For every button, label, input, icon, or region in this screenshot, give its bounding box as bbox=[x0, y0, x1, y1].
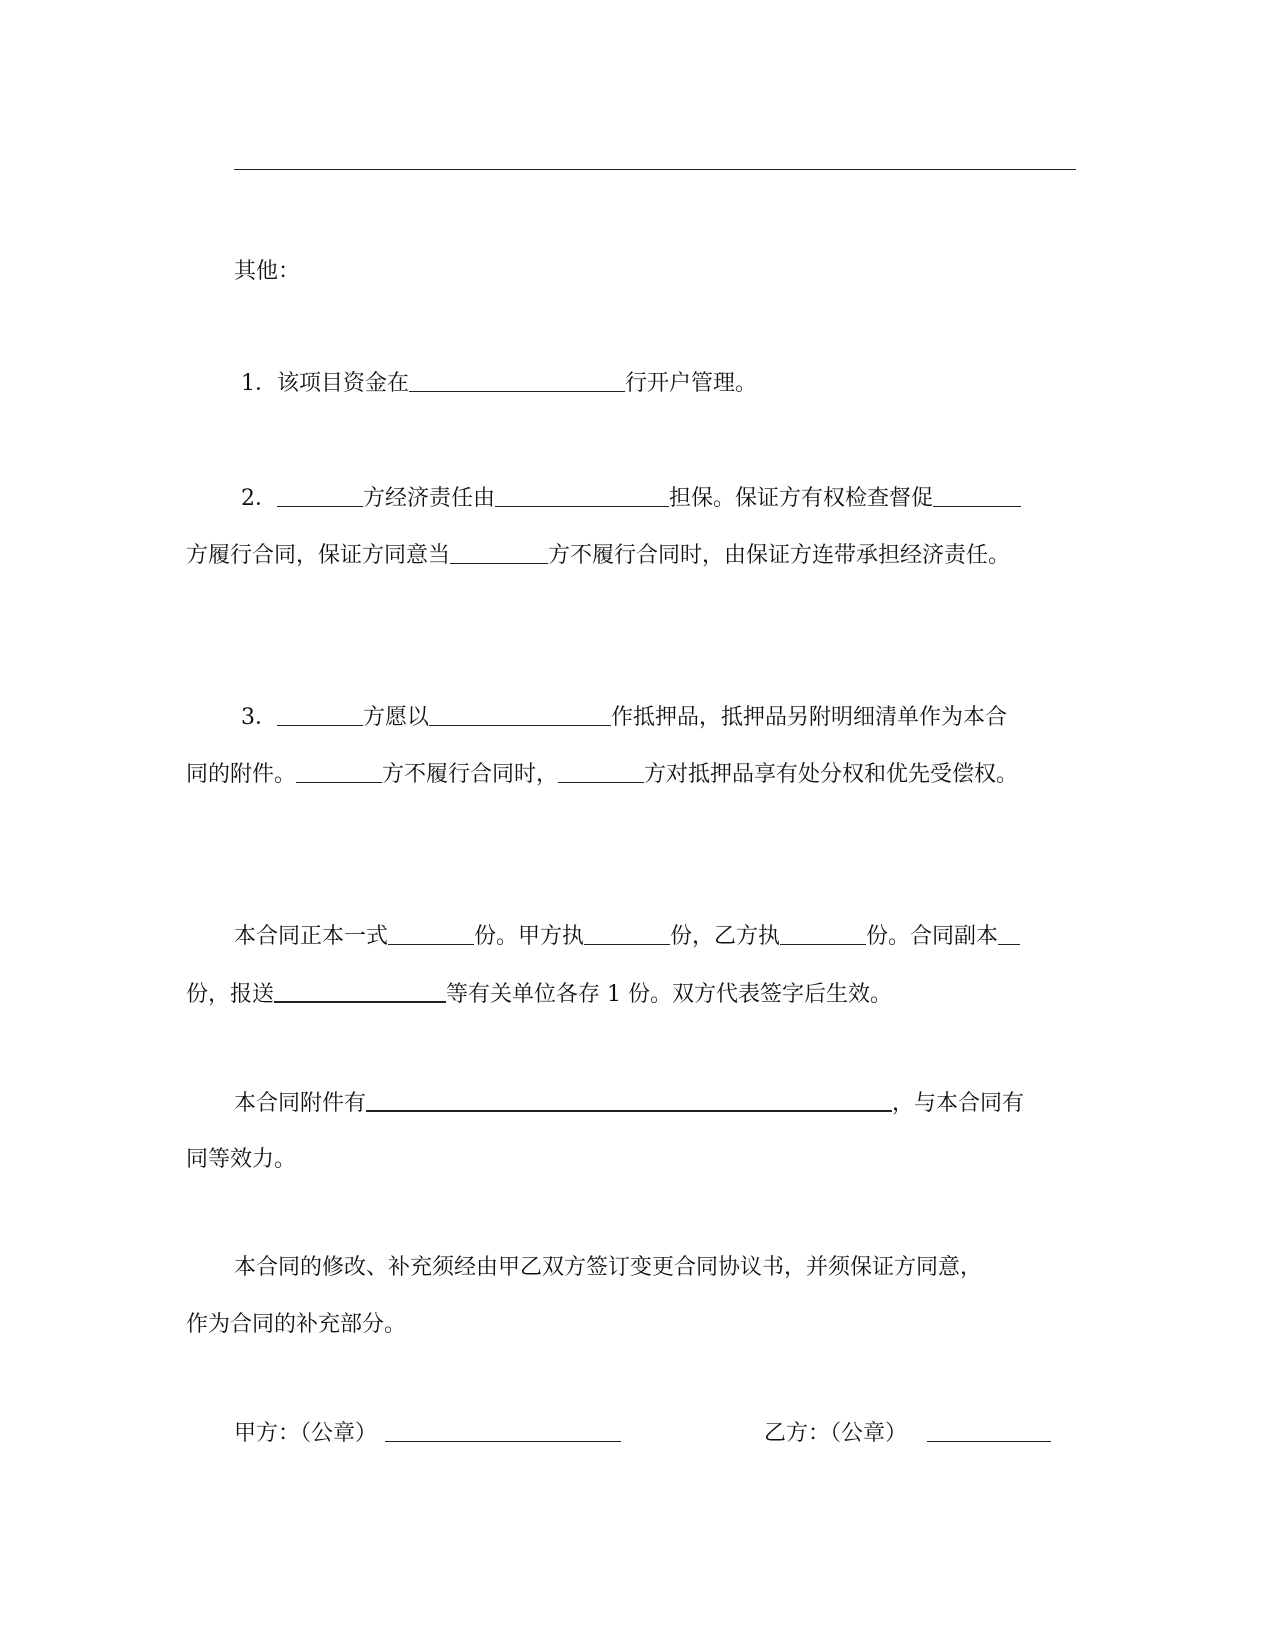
clause-2-number: 2． bbox=[241, 486, 277, 511]
attachment-text-2: ，与本合同有 bbox=[892, 1091, 1025, 1116]
copies-text-1: 本合同正本一式 bbox=[234, 924, 389, 949]
party-blank[interactable] bbox=[277, 703, 363, 726]
clause-2-text-4: 方不履行合同时，由保证方连带承担经济责任。 bbox=[548, 543, 1011, 568]
clause-1-text-pre: 该项目资金在 bbox=[277, 371, 410, 396]
party-a-signature bbox=[234, 1419, 621, 1449]
party-a-copies-blank[interactable] bbox=[584, 922, 670, 945]
clause-2-line-2 bbox=[186, 541, 1010, 571]
amendment-text-2: 作为合同的补充部分。 bbox=[186, 1312, 407, 1337]
amendment-line-1 bbox=[234, 1253, 982, 1283]
party-b-copies-blank[interactable] bbox=[780, 922, 866, 945]
copies-text-5: 份，报送 bbox=[186, 982, 275, 1007]
clause-3-line-2 bbox=[186, 760, 1018, 790]
collateral-blank[interactable] bbox=[429, 703, 611, 726]
party-blank[interactable] bbox=[296, 760, 382, 783]
copies-text-3: 份，乙方执 bbox=[670, 924, 781, 949]
copies-text-2: 份。甲方执 bbox=[474, 924, 585, 949]
attachment-text-3: 同等效力。 bbox=[186, 1147, 297, 1172]
clause-3-text-1: 方愿以 bbox=[363, 705, 430, 730]
clause-3-line-1 bbox=[241, 703, 1007, 733]
copies-text-4: 份。合同副本 bbox=[866, 924, 999, 949]
clause-2-line-1 bbox=[241, 484, 1021, 514]
clause-1-number: 1． bbox=[241, 371, 277, 396]
party-a-label: 甲方：（公章） bbox=[234, 1421, 378, 1446]
clause-2-text-1: 方经济责任由 bbox=[363, 486, 496, 511]
top-divider bbox=[234, 169, 1076, 170]
party-b-label: 乙方：（公章） bbox=[764, 1421, 908, 1446]
heading-text: 其他： bbox=[234, 259, 301, 284]
duplicate-copies-blank[interactable] bbox=[998, 922, 1020, 945]
copies-text-6: 等有关单位各存 1 份。双方代表签字后生效。 bbox=[446, 982, 893, 1007]
party-b-signature-blank[interactable] bbox=[927, 1419, 1051, 1442]
guarantor-blank[interactable] bbox=[495, 484, 669, 507]
copies-line-1 bbox=[234, 922, 1020, 952]
clause-2-text-3: 方履行合同，保证方同意当 bbox=[186, 543, 451, 568]
party-blank[interactable] bbox=[933, 484, 1021, 507]
amendment-text-1: 本合同的修改、补充须经由甲乙双方签订变更合同协议书，并须保证方同意， bbox=[234, 1255, 983, 1280]
clause-3-text-3: 同的附件。 bbox=[186, 762, 297, 787]
bank-name-blank[interactable] bbox=[409, 369, 625, 392]
clause-3-text-2: 作抵押品，抵押品另附明细清单作为本合 bbox=[611, 705, 1008, 730]
attachment-text-1: 本合同附件有 bbox=[234, 1091, 367, 1116]
clause-3-text-4: 方不履行合同时， bbox=[382, 762, 559, 787]
party-a-signature-blank[interactable] bbox=[385, 1419, 621, 1442]
attachment-line-1 bbox=[234, 1088, 1024, 1119]
clause-3-number: 3． bbox=[241, 705, 277, 730]
copies-line-2 bbox=[186, 979, 892, 1010]
recipient-blank[interactable] bbox=[274, 979, 446, 1003]
clause-1-text-post: 行开户管理。 bbox=[625, 371, 758, 396]
section-heading bbox=[234, 257, 300, 287]
party-blank[interactable] bbox=[558, 760, 644, 783]
party-blank[interactable] bbox=[450, 541, 548, 564]
clause-2-text-2: 担保。保证方有权检查督促 bbox=[669, 486, 934, 511]
attachment-line-2 bbox=[186, 1145, 296, 1175]
attachment-list-blank[interactable] bbox=[366, 1088, 892, 1112]
amendment-line-2 bbox=[186, 1310, 406, 1340]
party-b-signature bbox=[764, 1419, 1051, 1449]
party-blank[interactable] bbox=[277, 484, 363, 507]
clause-3-text-5: 方对抵押品享有处分权和优先受偿权。 bbox=[644, 762, 1019, 787]
clause-1 bbox=[241, 369, 757, 399]
copies-count-blank[interactable] bbox=[388, 922, 474, 945]
